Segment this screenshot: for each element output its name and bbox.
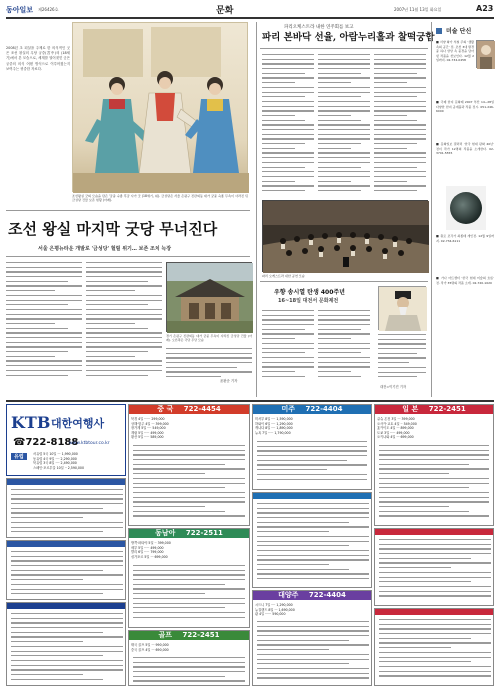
event-body-col3 <box>378 334 426 382</box>
america-fineprint <box>257 441 367 487</box>
europe-ad-3[interactable] <box>6 602 126 686</box>
china-fineprint <box>133 445 245 523</box>
europe-ad-3-lines <box>11 613 123 685</box>
event-body-col2 <box>318 310 370 382</box>
america-phone: 722-4404 <box>305 405 343 413</box>
sidebar-item-2: ■ 국제 한지 문화제 2007 부산 14~28일 다양한 한지 공예품과 작품 전시. 051-246-6000 <box>436 100 494 114</box>
sea-fineprint <box>133 565 245 625</box>
sidebar-item-5: ■ 가나 아트센터 ‘한국 현대 미술의 흐름’ 전. 작가 35명의 작품 소개. 02-720-1020 <box>436 276 494 285</box>
concert-body-col3 <box>374 54 426 196</box>
europe-ad-2-lines <box>11 551 123 599</box>
concert-body-col1 <box>262 54 314 196</box>
oceania-title: 대양주 <box>278 591 299 599</box>
shrine-caption: 경기 은평구 진관외동 대가 궁중 무속이 사라진 금성당 건물 (아래). 오른쪽은 국당 무당 모습 <box>166 334 252 343</box>
songsiyeol-portrait <box>378 286 426 330</box>
oceania-phone: 722-4404 <box>308 591 346 599</box>
japan-ad-2[interactable] <box>374 528 494 606</box>
concert-kicker: 파리오케스트라 내한 연주회를 보고 <box>284 25 354 30</box>
ktb-phone: ☎722-8188 <box>13 437 79 448</box>
china-row: 북경 4일 ······ 299,000 <box>131 417 165 421</box>
intro-text: 2008년 초 되살을 주제로 한 의식적인 굿은 조선 왕실의 무당 궁중(宮中)의 (18세기)에서 본 모습으로, 세계를 열어젖힌 굿은 궁중의 의식 어떤 방식으로 이루어졌는지 보여주는 귀중한 자료다. <box>6 46 70 71</box>
column-divider-left <box>256 22 257 397</box>
sea-row: 세부 5일 ····· 499,000 <box>131 545 164 550</box>
america-ad-2[interactable] <box>252 492 372 588</box>
page-number: A23 <box>476 4 494 13</box>
golf-phone: 722-2451 <box>182 631 220 639</box>
event-body-col1 <box>262 310 314 382</box>
japan-phone: 722-2451 <box>428 405 466 413</box>
china-row: 계림 5일 ····· 499,000 <box>131 430 164 435</box>
america-ad-2-lines <box>257 503 369 587</box>
japan-header <box>375 405 493 414</box>
america-row: 하와이 6일 ···· 1,290,000 <box>255 421 293 426</box>
column-divider-right <box>431 22 432 397</box>
ktb-row: 서유럽 5국 10일 ··· 1,990,000 <box>33 452 78 456</box>
america-ad[interactable] <box>252 404 372 490</box>
oceania-fineprint <box>257 621 369 683</box>
japan-row: 큐슈 온천 3일 ··· 399,000 <box>377 417 415 421</box>
concert-bottom-divider <box>260 281 428 282</box>
section-title: 문화 <box>216 6 234 16</box>
oceania-row: 뉴질랜드 8일 ··· 1,690,000 <box>255 607 295 612</box>
ktb-logo: KTB <box>11 413 51 432</box>
america-header <box>253 405 371 414</box>
main-body-col2 <box>86 262 162 380</box>
ktb-europe-label: 유럽 <box>11 453 27 460</box>
main-body-col3 <box>166 348 252 378</box>
sidebar-square-icon <box>436 28 442 34</box>
golf-title: 골프 <box>158 631 173 639</box>
sidebar-heading: 미술 단신 <box>446 28 472 35</box>
sea-phone: 722-2511 <box>185 529 223 537</box>
sea-ad[interactable] <box>128 528 250 628</box>
america-row: 뉴욕 7일 ····· 1,790,000 <box>255 430 291 435</box>
ktb-list <box>31 452 125 470</box>
japan-ad-3-lines <box>379 619 491 685</box>
painting-caption: 조선왕실 굿의 모습을 담은 '궁중 숙종 후궁 사가 굿 (18세기, 위). 금성당은 서울 은평구 진관외동 대가 궁중 숙종 무속이 사라진 뒤 금성당 건물 보존 현황 (아래). <box>72 194 248 203</box>
shrine-photo <box>166 262 252 332</box>
america-title: 미주 <box>281 405 296 413</box>
ktb-name: 대한여행사 <box>51 417 105 430</box>
caption-divider <box>6 210 250 211</box>
china-row: 황산 5일 ····· 589,000 <box>131 435 164 440</box>
sea-title: 동남아 <box>155 529 176 537</box>
concert-divider <box>260 48 428 49</box>
china-header <box>129 405 249 414</box>
golf-header <box>129 631 249 640</box>
japan-row: 홋카이도 4일 ··· 899,000 <box>377 426 414 431</box>
japan-ad-3[interactable] <box>374 608 494 686</box>
japan-title: 일 본 <box>402 405 419 413</box>
main-subhead: 서울 은평뉴타운 개발로 '금성당' 헐릴 위기… 보존 조치 늑장 <box>38 246 172 252</box>
orchestra-photo <box>262 200 428 272</box>
main-byline: 윤완준 기자 <box>220 379 238 383</box>
ktb-row: 북유럽 3국 8일 ···· 2,490,000 <box>33 461 77 466</box>
america-row: 캐나다 8일 ···· 1,890,000 <box>255 426 293 431</box>
japan-row: 오키나와 4일 ··· 699,000 <box>377 435 414 440</box>
paper-name: 동아일보 <box>6 6 34 14</box>
event-byline: 대전=이기진 기자 <box>380 385 407 389</box>
sea-header <box>129 529 249 538</box>
china-row: 장가계 5일 ···· 549,000 <box>131 426 166 431</box>
header-rule <box>6 17 494 19</box>
oceania-row: 괌 4일 ······ 590,000 <box>255 612 286 617</box>
sidebar-item-3: ■ 문화일보 갤러리 ‘한국 현대 판화 40년’ 전이 작가 12명의 작품을 소개한다. 02-3701-5555 <box>436 142 494 156</box>
main-headline: 조선 왕실 마지막 굿당 무너진다 <box>8 220 218 238</box>
china-ad[interactable] <box>128 404 250 526</box>
europe-ad-2[interactable] <box>6 540 126 600</box>
oceania-ad[interactable] <box>252 590 372 686</box>
europe-ad-1[interactable] <box>6 478 126 538</box>
sea-row: 방콕·파타야 5일 ·· 399,000 <box>131 541 171 545</box>
event-subhead: 16~18일 대전서 문화제전 <box>278 298 339 304</box>
america-row: 미서부 8일 ···· 1,590,000 <box>255 417 293 421</box>
sidebar-photo-1 <box>476 40 494 68</box>
oceania-header <box>253 591 371 600</box>
oceania-row: 시드니 7일 ···· 1,290,000 <box>255 603 293 607</box>
sidebar-photo-2 <box>446 186 486 230</box>
china-row: 상해·항주 4일 ··· 399,000 <box>131 421 169 426</box>
ads-top-rule <box>6 400 494 402</box>
issue-number: 제26426호 <box>38 7 59 12</box>
concert-headline: 파리 본바닥 선율, 아람누리홀과 찰떡궁합 <box>262 32 435 43</box>
japan-row: 도쿄 3일 ····· 499,000 <box>377 430 410 435</box>
japan-ad-2-lines <box>379 539 491 605</box>
japan-fineprint <box>379 445 489 523</box>
golf-row: 중국 골프 4일 ··· 690,000 <box>131 647 169 652</box>
shaman-painting <box>72 22 248 192</box>
subhead-divider <box>6 256 250 257</box>
europe-ad-1-lines <box>11 489 123 537</box>
orchestra-caption: 파리 오케스트라 내한 공연 모습 <box>262 274 305 278</box>
sea-row: 발리 6일 ····· 799,000 <box>131 550 164 555</box>
golf-row: 태국 골프 5일 ··· 990,000 <box>131 643 169 647</box>
golf-ad[interactable] <box>128 630 250 686</box>
sidebar-title <box>436 26 494 36</box>
ktb-row: 동유럽 4국 9일 ···· 2,290,000 <box>33 456 77 461</box>
sea-row: 싱가포르 5일 ··· 699,000 <box>131 554 168 559</box>
concert-body-col2 <box>318 54 370 196</box>
issue-date: 2007년 11월 13일 화요일 <box>394 7 442 12</box>
sidebar-item-1: ■ 서양 화가 석철 주의 ‘생활 속의 공간’ 전. 조선 3대 팔경 중 하나 상상 속 풍경을 담아낸 작품을 선보인다. 12월 2일까지. 02-734-0458 <box>436 40 474 63</box>
japan-row: 오사카·교토 4일 ·· 549,000 <box>377 421 417 426</box>
ktb-ad[interactable] <box>6 404 126 476</box>
golf-fineprint <box>133 657 245 685</box>
event-headline: 우향 송시열 탄생 400주년 <box>274 289 345 296</box>
ktb-url[interactable]: www.ktbtour.co.kr <box>69 441 110 446</box>
masthead <box>6 3 494 17</box>
china-title: 중 국 <box>157 405 174 413</box>
main-body-col1 <box>6 262 82 380</box>
sidebar-item-4: ■ 원로 조각가 최종태 개인전. 12월 9일까지. 02-734-6111 <box>436 234 494 243</box>
ktb-row: 스페인·포르투갈 10일 ·· 2,590,000 <box>33 465 84 470</box>
japan-ad[interactable] <box>374 404 494 526</box>
china-phone: 722-4454 <box>183 405 221 413</box>
